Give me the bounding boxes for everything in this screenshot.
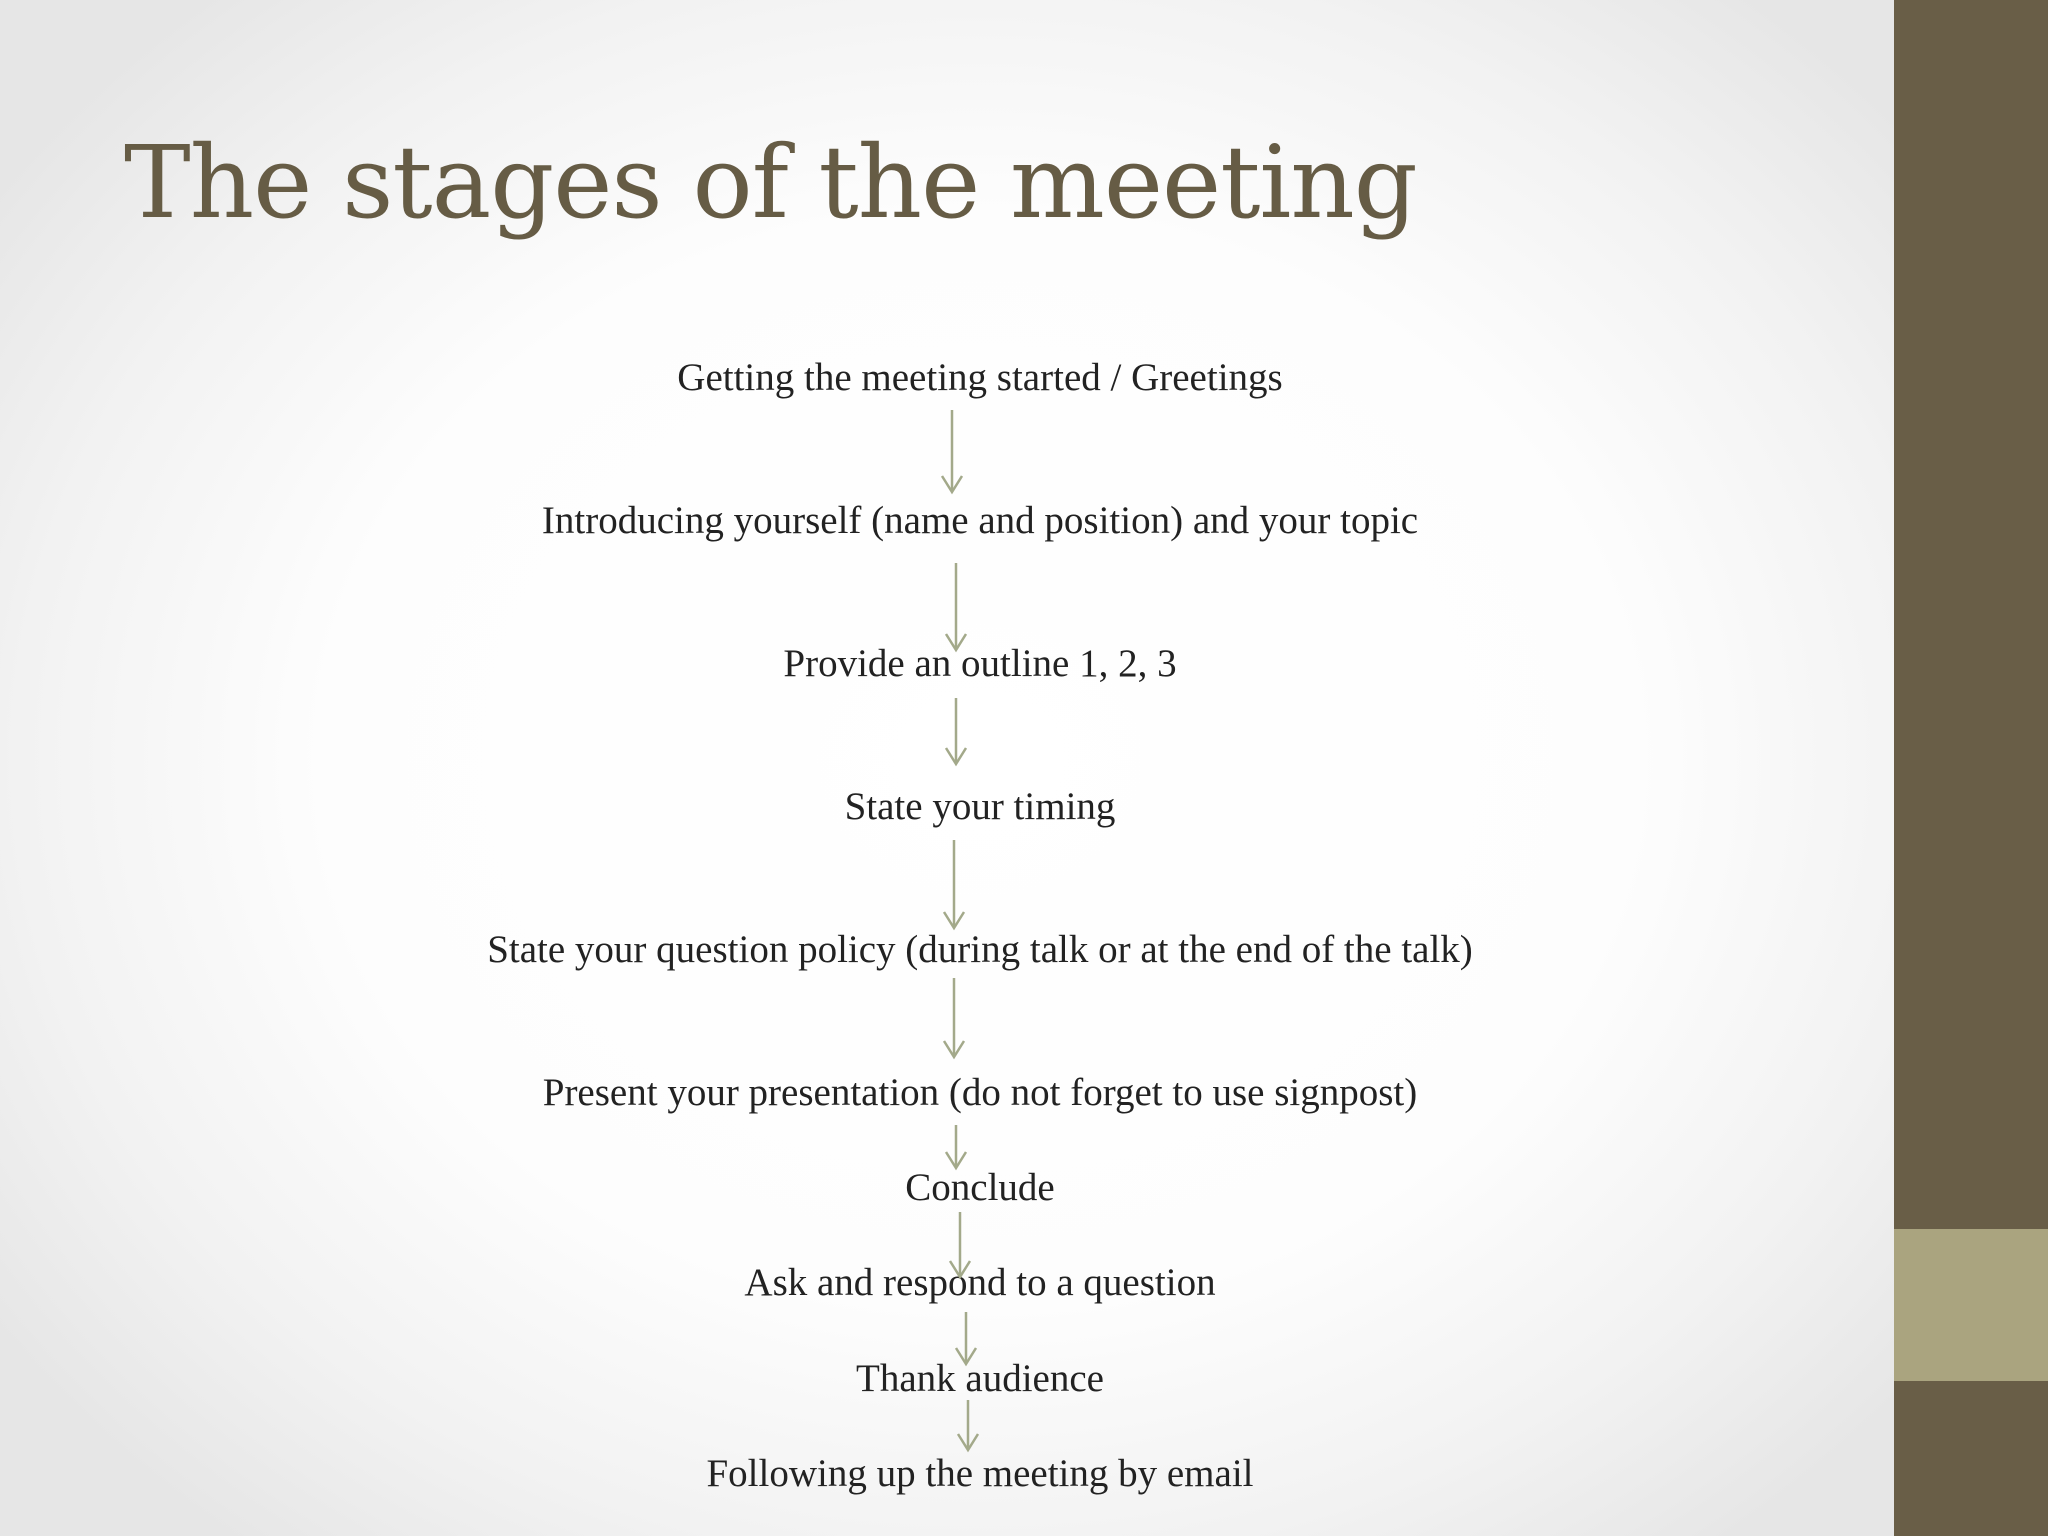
arrow-6 — [946, 1125, 966, 1168]
flow-step-outline: Provide an outline 1, 2, 3 — [783, 642, 1177, 685]
arrow-4 — [944, 840, 964, 928]
flow-step-question-policy: State your question policy (during talk or at the end of the talk) — [487, 928, 1473, 971]
arrow-2 — [946, 563, 966, 650]
flow-step-present: Present your presentation (do not forget to use signpost) — [542, 1071, 1418, 1114]
arrow-1 — [942, 410, 962, 492]
flow-step-timing: State your timing — [844, 785, 1116, 828]
arrow-3 — [946, 698, 966, 764]
flow-step-follow-up: Following up the meeting by email — [706, 1452, 1254, 1495]
flow-step-introduce: Introducing yourself (name and position) and your topic — [541, 499, 1419, 542]
side-decor-accent — [1894, 1229, 2048, 1381]
slide-title: The stages of the meeting — [124, 124, 1417, 241]
arrow-5 — [944, 978, 964, 1057]
flow-step-conclude: Conclude — [905, 1166, 1055, 1209]
arrow-9 — [958, 1400, 978, 1450]
flow-step-greetings: Getting the meeting started / Greetings — [677, 356, 1283, 399]
flow-step-questions: Ask and respond to a question — [744, 1261, 1216, 1304]
flow-step-thank: Thank audience — [856, 1357, 1104, 1400]
